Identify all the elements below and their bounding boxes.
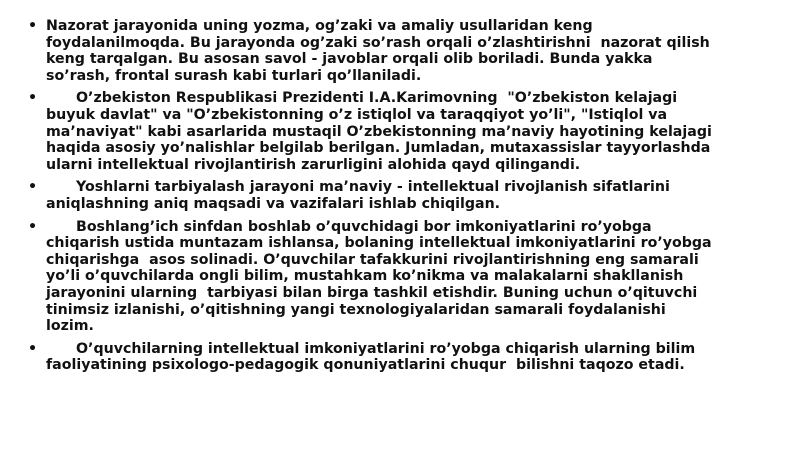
bullet-dot-icon: • bbox=[28, 340, 38, 357]
bullet-list bbox=[28, 18, 718, 380]
bullet-dot-icon: • bbox=[28, 179, 38, 196]
paragraph-text: Yoshlarni tarbiyalash jarayoni ma’naviy - intellektual rivojlanish sifatlarini aniqlashning aniq maqsadi va vazifalari ishlab chiqilgan. bbox=[46, 179, 675, 212]
bullet-dot-icon: • bbox=[28, 90, 38, 107]
paragraph-text: Boshlang’ich sinfdan boshlab o’quvchidagi bor imkoniyatlarini ro’yobga chiqarish ustida muntazam ishlansa, bolaning intellektual imkoniyatlarini ro’yobga chiqarishga asos solinadi. O’quvchilar tafakkurini rivojlantirishning eng samarali yo’li o’quvchilarda ongli bilim, mustahkam ko’nikma va malakalarni shakllanish jarayonini ularning tarbiyasi bilan birga tashkil etishdir. Buning uchun o’qituvchi tinimsiz izlanishi, o’qitishning yangi texnologiyalaridan samarali foydalanishi lozim. bbox=[46, 218, 717, 335]
paragraph-text: Nazorat jarayonida uning yozma, og’zaki va amaliy usullaridan keng foydalanilmoqda. Bu jarayonda og’zaki so’rash orqali o’zlashtirishni nazorat qilish keng tarqalgan. Bu asosan savol - javoblar orqali olib boriladi. Bunda yakka so’rash, frontal surash kabi turlari qo’llaniladi. bbox=[46, 18, 715, 84]
paragraph-3 bbox=[28, 179, 718, 212]
bullet-dot-icon: • bbox=[28, 18, 38, 34]
paragraph-text: O’quvchilarning intellektual imkoniyatlarini ro’yobga chiqarish ularning bilim faoliyatining psixologo-pedagogik qonuniyatlarini chuqur bilishni taqozo etadi. bbox=[46, 340, 701, 374]
paragraph-1 bbox=[28, 18, 718, 84]
paragraph-text: O’zbekiston Respublikasi Prezidenti I.A.Karimovning "O’zbekiston kelajagi buyuk davlat" va "O’zbekistonning o’z istiqlol va taraqqiyot yo’li", "Istiqlol va ma’naviyat" kabi asarlarida mustaqil O’zbekistonning ma’naviy hayotining kelajagi haqida asosiy yo’nalishlar belgilab berilgan. Jumladan, mutaxassislar tayyorlashda ularni intellektual rivojlantirish zarurligini alohida qayd qilingandi. bbox=[46, 90, 717, 173]
paragraph-2 bbox=[28, 90, 718, 173]
paragraph-4 bbox=[28, 219, 718, 335]
paragraph-5 bbox=[28, 341, 718, 374]
bullet-dot-icon: • bbox=[28, 218, 38, 235]
